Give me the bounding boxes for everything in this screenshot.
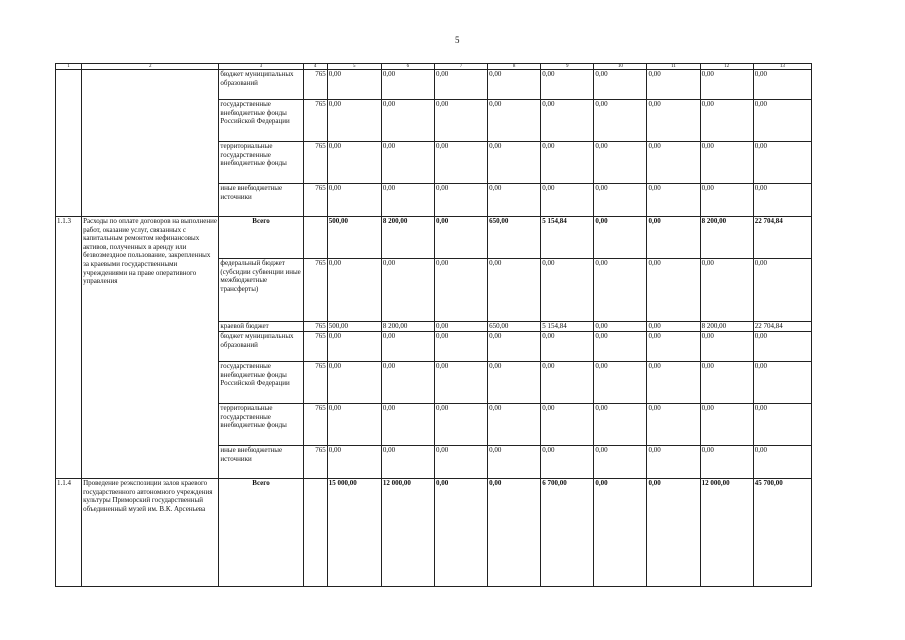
value-cell: 0,00 [647, 404, 700, 446]
value-cell: 0,00 [647, 259, 700, 322]
value-cell: 8 200,00 [381, 322, 434, 332]
value-cell: 0,00 [434, 70, 487, 100]
column-number-cell: 2 [82, 64, 219, 70]
value-cell: 0,00 [488, 142, 541, 184]
value-cell: 0,00 [594, 184, 647, 217]
column-number-cell: 10 [594, 64, 647, 70]
budget-table [55, 63, 812, 587]
funding-source-cell: Всего [219, 217, 303, 259]
value-cell: 12 000,00 [700, 479, 753, 587]
value-cell: 0,00 [541, 362, 594, 404]
value-cell: 0,00 [647, 184, 700, 217]
code-cell: 765 [303, 404, 327, 446]
value-cell: 0,00 [541, 184, 594, 217]
value-cell: 0,00 [488, 362, 541, 404]
funding-source-cell: иные внебюджетные источники [219, 184, 303, 217]
value-cell: 0,00 [700, 446, 753, 479]
page-number: 5 [455, 35, 460, 45]
value-cell: 0,00 [381, 446, 434, 479]
value-cell: 0,00 [700, 332, 753, 362]
column-number-cell: 9 [541, 64, 594, 70]
value-cell: 0,00 [753, 404, 811, 446]
code-cell: 765 [303, 322, 327, 332]
funding-source-cell: краевой бюджет [219, 322, 303, 332]
value-cell: 0,00 [541, 100, 594, 142]
value-cell: 0,00 [647, 100, 700, 142]
value-cell: 0,00 [700, 362, 753, 404]
column-number-cell: 4 [303, 64, 327, 70]
funding-source-cell: государственные внебюджетные фонды Российской Федерации [219, 362, 303, 404]
value-cell: 0,00 [541, 142, 594, 184]
value-cell: 0,00 [434, 100, 487, 142]
value-cell: 8 200,00 [700, 322, 753, 332]
value-cell: 0,00 [594, 70, 647, 100]
code-cell: 765 [303, 184, 327, 217]
value-cell: 0,00 [488, 404, 541, 446]
value-cell: 0,00 [434, 259, 487, 322]
code-cell: 765 [303, 100, 327, 142]
value-cell: 0,00 [647, 362, 700, 404]
value-cell: 0,00 [594, 404, 647, 446]
value-cell: 0,00 [753, 184, 811, 217]
code-cell: 765 [303, 362, 327, 404]
item-description-cell: Расходы по оплате договоров на выполнение работ, оказание услуг, связанных с капитальным ремонтом нефинансовых активов, полученных в аренду или безвозмездное пользование, закрепленных за краевыми государственными учреждениями на праве оперативного управления [82, 217, 219, 479]
value-cell: 0,00 [434, 479, 487, 587]
value-cell: 0,00 [327, 446, 381, 479]
code-cell: 765 [303, 142, 327, 184]
value-cell: 8 200,00 [700, 217, 753, 259]
value-cell: 0,00 [753, 100, 811, 142]
value-cell: 0,00 [700, 70, 753, 100]
value-cell: 0,00 [594, 142, 647, 184]
value-cell: 0,00 [541, 70, 594, 100]
value-cell: 6 700,00 [541, 479, 594, 587]
value-cell: 0,00 [647, 142, 700, 184]
value-cell: 0,00 [488, 100, 541, 142]
value-cell: 0,00 [381, 259, 434, 322]
value-cell: 0,00 [753, 332, 811, 362]
value-cell: 0,00 [327, 259, 381, 322]
column-number-cell: 13 [753, 64, 811, 70]
item-description-cell [82, 70, 219, 217]
value-cell: 0,00 [647, 479, 700, 587]
item-description-cell: Проведение реэкспозиции залов краевого государственного автономного учреждения культуры Приморский государственный объединенный музей им. В.К. Арсеньева [82, 479, 219, 587]
code-cell [303, 217, 327, 259]
value-cell: 0,00 [327, 100, 381, 142]
column-number-cell: 11 [647, 64, 700, 70]
column-number-cell: 1 [56, 64, 82, 70]
item-number-cell: 1.1.4 [56, 479, 82, 587]
value-cell: 22 704,84 [753, 322, 811, 332]
value-cell: 500,00 [327, 217, 381, 259]
value-cell: 0,00 [594, 217, 647, 259]
value-cell: 0,00 [594, 322, 647, 332]
value-cell: 5 154,84 [541, 217, 594, 259]
table-row [56, 217, 812, 259]
value-cell: 0,00 [381, 142, 434, 184]
value-cell: 0,00 [647, 217, 700, 259]
funding-source-cell: иные внебюджетные источники [219, 446, 303, 479]
code-cell: 765 [303, 259, 327, 322]
value-cell: 0,00 [327, 184, 381, 217]
value-cell: 0,00 [381, 404, 434, 446]
column-number-cell: 3 [219, 64, 303, 70]
value-cell: 0,00 [594, 332, 647, 362]
value-cell: 0,00 [541, 446, 594, 479]
column-number-cell: 5 [327, 64, 381, 70]
value-cell: 0,00 [753, 446, 811, 479]
value-cell: 0,00 [700, 100, 753, 142]
value-cell: 0,00 [594, 100, 647, 142]
code-cell [303, 479, 327, 587]
code-cell: 765 [303, 332, 327, 362]
value-cell: 0,00 [647, 322, 700, 332]
value-cell: 0,00 [753, 70, 811, 100]
table-row [56, 479, 812, 587]
value-cell: 45 700,00 [753, 479, 811, 587]
value-cell: 0,00 [381, 362, 434, 404]
value-cell: 0,00 [700, 259, 753, 322]
item-number-cell: 1.1.3 [56, 217, 82, 479]
table-row [56, 70, 812, 100]
value-cell: 0,00 [434, 217, 487, 259]
funding-source-cell: бюджет муниципальных образований [219, 70, 303, 100]
value-cell: 0,00 [594, 446, 647, 479]
value-cell: 0,00 [647, 332, 700, 362]
value-cell: 0,00 [541, 259, 594, 322]
value-cell: 0,00 [541, 404, 594, 446]
value-cell: 0,00 [700, 184, 753, 217]
value-cell: 5 154,84 [541, 322, 594, 332]
value-cell: 0,00 [541, 332, 594, 362]
value-cell: 0,00 [434, 142, 487, 184]
value-cell: 500,00 [327, 322, 381, 332]
value-cell: 0,00 [327, 70, 381, 100]
code-cell: 765 [303, 70, 327, 100]
value-cell: 0,00 [434, 184, 487, 217]
value-cell: 0,00 [327, 332, 381, 362]
value-cell: 0,00 [753, 259, 811, 322]
value-cell: 0,00 [753, 142, 811, 184]
value-cell: 650,00 [488, 217, 541, 259]
table-body [56, 64, 812, 587]
value-cell: 0,00 [594, 479, 647, 587]
value-cell: 0,00 [488, 332, 541, 362]
value-cell: 22 704,84 [753, 217, 811, 259]
column-number-cell: 7 [434, 64, 487, 70]
value-cell: 0,00 [434, 446, 487, 479]
column-number-cell: 8 [488, 64, 541, 70]
value-cell: 8 200,00 [381, 217, 434, 259]
funding-source-cell: территориальные государственные внебюджетные фонды [219, 142, 303, 184]
value-cell: 0,00 [594, 362, 647, 404]
funding-source-cell: государственные внебюджетные фонды Российской Федерации [219, 100, 303, 142]
funding-source-cell: федеральный бюджет (субсидии субвенции иные межбюджетные трансферты) [219, 259, 303, 322]
column-number-cell: 12 [700, 64, 753, 70]
value-cell: 0,00 [327, 142, 381, 184]
funding-source-cell: Всего [219, 479, 303, 587]
value-cell: 0,00 [381, 332, 434, 362]
value-cell: 0,00 [434, 322, 487, 332]
value-cell: 0,00 [488, 70, 541, 100]
item-number-cell [56, 70, 82, 217]
funding-source-cell: бюджет муниципальных образований [219, 332, 303, 362]
value-cell: 12 000,00 [381, 479, 434, 587]
value-cell: 0,00 [434, 404, 487, 446]
value-cell: 0,00 [647, 446, 700, 479]
funding-source-cell: территориальные государственные внебюджетные фонды [219, 404, 303, 446]
code-cell: 765 [303, 446, 327, 479]
value-cell: 0,00 [647, 70, 700, 100]
value-cell: 0,00 [488, 184, 541, 217]
value-cell: 0,00 [488, 479, 541, 587]
value-cell: 0,00 [327, 404, 381, 446]
value-cell: 0,00 [700, 142, 753, 184]
value-cell: 0,00 [700, 404, 753, 446]
value-cell: 0,00 [381, 70, 434, 100]
value-cell: 0,00 [381, 184, 434, 217]
value-cell: 0,00 [488, 259, 541, 322]
value-cell: 0,00 [594, 259, 647, 322]
value-cell: 0,00 [753, 362, 811, 404]
value-cell: 0,00 [381, 100, 434, 142]
value-cell: 15 000,00 [327, 479, 381, 587]
value-cell: 0,00 [327, 362, 381, 404]
value-cell: 0,00 [434, 332, 487, 362]
value-cell: 0,00 [488, 446, 541, 479]
value-cell: 0,00 [434, 362, 487, 404]
value-cell: 650,00 [488, 322, 541, 332]
column-number-cell: 6 [381, 64, 434, 70]
